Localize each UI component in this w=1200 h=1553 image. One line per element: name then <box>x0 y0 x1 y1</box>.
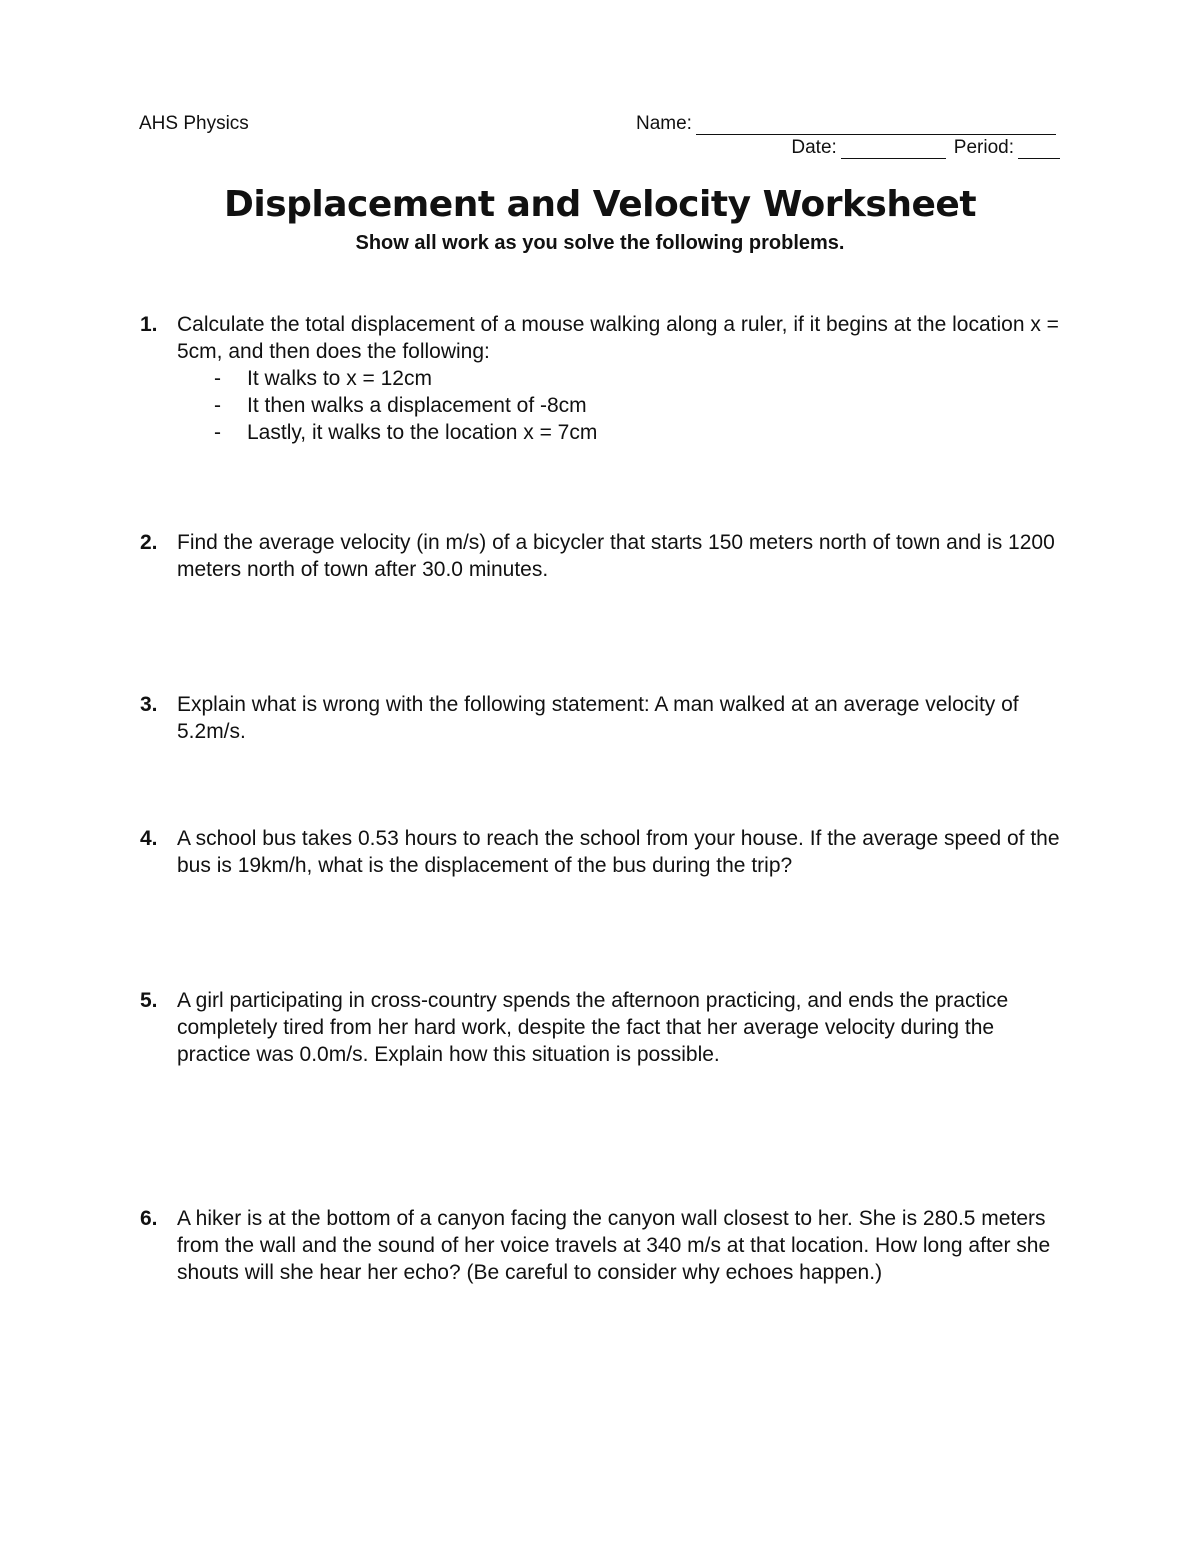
question-number: 6. <box>140 1207 158 1230</box>
student-info-block <box>636 113 1060 159</box>
worksheet-subtitle: Show all work as you solve the following problems. <box>355 232 845 254</box>
question-3 <box>140 691 1060 745</box>
step-text: It walks to x = 12cm <box>247 367 432 390</box>
step-item: - It walks to x = 12cm <box>214 367 432 390</box>
date-label: Date: <box>791 137 837 158</box>
question-5 <box>140 987 1060 1068</box>
step-text: Lastly, it walks to the location x = 7cm <box>247 421 598 444</box>
question-text: Calculate the total displacement of a mouse walking along a ruler, if it begins at the location x = 5cm, and then does the following: <box>177 313 1059 363</box>
question-2 <box>140 529 1060 583</box>
step-item: - Lastly, it walks to the location x = 7cm <box>214 421 598 444</box>
question-number: 3. <box>140 693 158 716</box>
name-label: Name: <box>636 113 692 134</box>
name-blank[interactable] <box>696 116 1056 135</box>
period-blank[interactable] <box>1018 140 1060 159</box>
question-text: A girl participating in cross-country spends the afternoon practicing, and ends the practice completely tired from her hard work, despite the fact that her average velocity during the practice was 0.0m/s. Explain how this situation is possible. <box>177 989 1009 1066</box>
step-item: - It then walks a displacement of -8cm <box>214 394 587 417</box>
date-blank[interactable] <box>841 140 946 159</box>
question-text: Find the average velocity (in m/s) of a bicycler that starts 150 meters north of town and is 1200 meters north of town after 30.0 minutes. <box>177 531 1055 581</box>
question-text: A hiker is at the bottom of a canyon facing the canyon wall closest to her. She is 280.5 meters from the wall and the sound of her voice travels at 340 m/s at that location. How long after she shouts will she hear her echo? (Be careful to consider why echoes happen.) <box>177 1207 1051 1284</box>
question-number: 2. <box>140 531 158 554</box>
course-name: AHS Physics <box>139 113 249 134</box>
name-line <box>636 113 1060 135</box>
question-number: 1. <box>140 313 158 336</box>
question-number: 5. <box>140 989 158 1012</box>
question-1 <box>140 311 1060 446</box>
question-text: A school bus takes 0.53 hours to reach the school from your house. If the average speed of the bus is 19km/h, what is the displacement of the bus during the trip? <box>177 827 1060 877</box>
step-list <box>140 365 1060 446</box>
date-period-line <box>636 137 1060 159</box>
question-4 <box>140 825 1060 879</box>
question-number: 4. <box>140 827 158 850</box>
period-label: Period: <box>953 137 1014 158</box>
question-text: Explain what is wrong with the following statement: A man walked at an average velocity of 5.2m/s. <box>177 693 1019 743</box>
question-6 <box>140 1205 1060 1286</box>
worksheet-title: Displacement and Velocity Worksheet <box>223 184 977 225</box>
step-text: It then walks a displacement of -8cm <box>247 394 587 417</box>
